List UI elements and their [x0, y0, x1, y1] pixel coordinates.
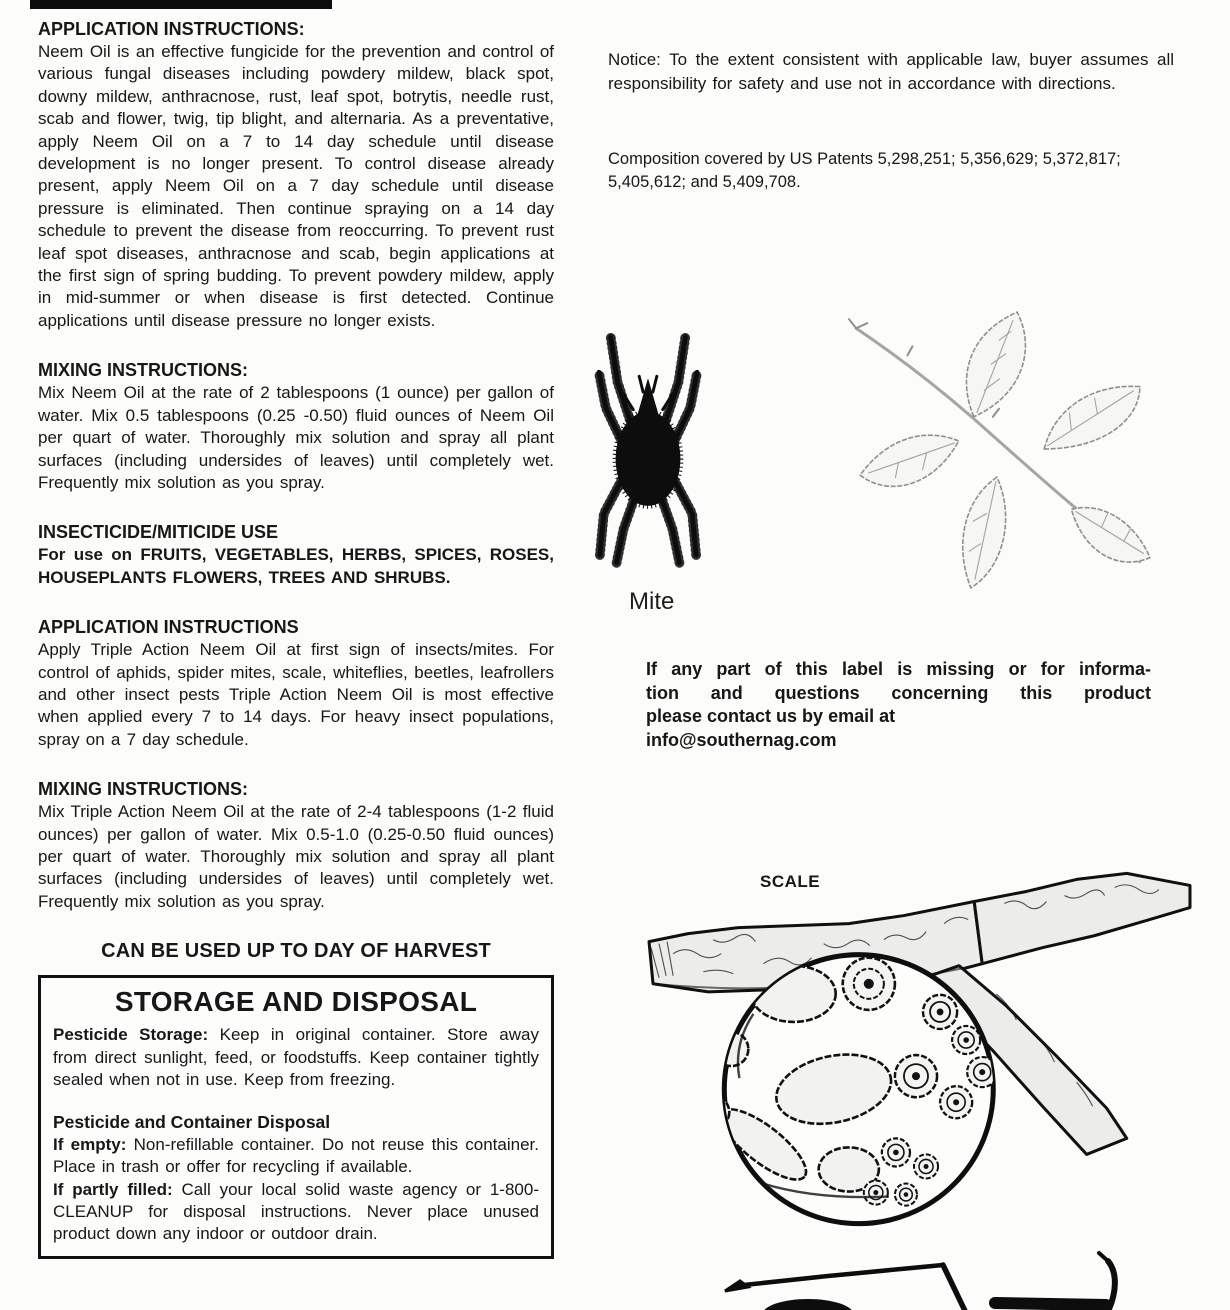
- contact-line: please contact us by email at: [646, 706, 896, 726]
- insect-legs: [725, 1253, 1115, 1310]
- section-application-instructions-fungicide: [38, 18, 554, 332]
- contact-info-block: [646, 658, 1151, 752]
- insect-body-part: [762, 1299, 854, 1310]
- storage-box-title: STORAGE AND DISPOSAL: [114, 986, 478, 1018]
- pesticide-storage-text: Keep in original container. Store away from direct sunlight, feed, or foodstuffs. Keep container tightly sealed when not in use. Keep from freezing.: [53, 1025, 539, 1089]
- pesticide-storage-label: Pesticide Storage:: [53, 1025, 209, 1045]
- section-insecticide-miticide-use: [38, 521, 554, 589]
- section-body: Apply Triple Action Neem Oil at first sign of insects/mites. For control of aphids, spider mites, scale, whiteflies, beetles, leafrollers and other insect pests Triple Action Neem Oil is most effective when applied every 7 to 14 days. For heavy insect populations, spray on a 7 day schedule.: [38, 640, 554, 749]
- scale-insects-illustration: [643, 843, 1195, 1235]
- storage-and-disposal-box: [38, 975, 554, 1259]
- disposal-heading: Pesticide and Container Disposal: [53, 1112, 331, 1133]
- notice-paragraph: Notice: To the extent consistent with applicable law, buyer assumes all responsibility for safety and use not in accordance with directions.: [608, 50, 1174, 93]
- if-empty-text: Non-refillable container. Do not reuse this container. Place in trash or offer for recycling if available.: [53, 1134, 539, 1177]
- partial-insect-illustration: [718, 1243, 1142, 1310]
- mite-caption: Mite: [629, 588, 675, 615]
- contact-line: If any part of this label is missing or for informa-: [646, 659, 1151, 679]
- contact-line: tion and questions concerning this product: [646, 682, 1151, 703]
- patents-paragraph: Composition covered by US Patents 5,298,251; 5,356,629; 5,372,817; 5,405,612; and 5,409,708.: [608, 150, 1121, 191]
- section-heading: APPLICATION INSTRUCTIONS:: [38, 19, 305, 39]
- section-mixing-instructions-insect: [38, 778, 554, 913]
- section-heading: MIXING INSTRUCTIONS:: [38, 360, 248, 381]
- cropped-top-divider-bar: [30, 0, 332, 9]
- if-empty-paragraph: [53, 1134, 539, 1179]
- if-partly-filled-label: If partly filled:: [53, 1179, 173, 1199]
- mite-illustration: [594, 316, 702, 572]
- leaf-branch-illustration: [838, 298, 1170, 610]
- section-heading: APPLICATION INSTRUCTIONS: [38, 617, 299, 638]
- mite-body: [616, 376, 681, 506]
- section-body: Neem Oil is an effective fungicide for the prevention and control of various fungal diseases including powdery mildew, black spot, downy mildew, anthracnose, rust, leaf spot, botrytis, needle rust, scab and flower, twig, tip blight, and alternaria. As a preventative, apply Neem Oil on a 7 to 14 day schedule until disease development is no longer present. To control disease already present, apply Neem Oil on a 7 day schedule until disease pressure is eliminated. Then continue spraying on a 14 day schedule to prevent the disease from reoccurring. To prevent rust leaf spot diseases, anthracnose and scab, begin applications at the first sign of spring budding. To prevent powdery mildew, apply in mid-summer or when disease is first detected. Continue applications until disease pressure no longer exists.: [38, 42, 554, 330]
- left-column: [38, 18, 554, 1259]
- if-partly-filled-paragraph: [53, 1179, 539, 1246]
- if-partly-filled-text: Call your local solid waste agency or 1-800-CLEANUP for disposal instructions. Never place unused product down any indoor or outdoor drain.: [53, 1179, 539, 1244]
- contact-email: info@southernag.com: [646, 729, 837, 750]
- section-heading: MIXING INSTRUCTIONS:: [38, 779, 248, 800]
- if-empty-label: If empty:: [53, 1134, 127, 1154]
- section-body: Mix Neem Oil at the rate of 2 tablespoons (1 ounce) per gallon of water. Mix 0.5 tablespoons (0.25 -0.50) fluid ounces of Neem Oil per quart of water. Thoroughly mix solution and spray all plant surfaces (including undersides of leaves) until completely wet. Frequently mix solution as you spray.: [38, 383, 554, 492]
- scale-caption: SCALE: [760, 872, 821, 891]
- section-body: Mix Triple Action Neem Oil at the rate of 2-4 tablespoons (1-2 fluid ounces) per gallon of water. Mix 0.5-1.0 (0.25-0.50 fluid ounces) per quart of water. Thoroughly mix solution and spray all plant surfaces (including undersides of leaves) until completely wet. Frequently mix solution as you spray.: [38, 802, 554, 911]
- pesticide-storage-paragraph: [53, 1024, 539, 1091]
- section-application-instructions-insect: [38, 616, 554, 751]
- harvest-note: CAN BE USED UP TO DAY OF HARVEST: [101, 940, 491, 963]
- section-heading: INSECTICIDE/MITICIDE USE: [38, 522, 279, 543]
- section-body-bold: For use on FRUITS, VEGETABLES, HERBS, SPICES, ROSES, HOUSEPLANTS FLOWERS, TREES AND SHRUBS.: [38, 545, 554, 587]
- section-mixing-instructions-fungicide: [38, 359, 554, 494]
